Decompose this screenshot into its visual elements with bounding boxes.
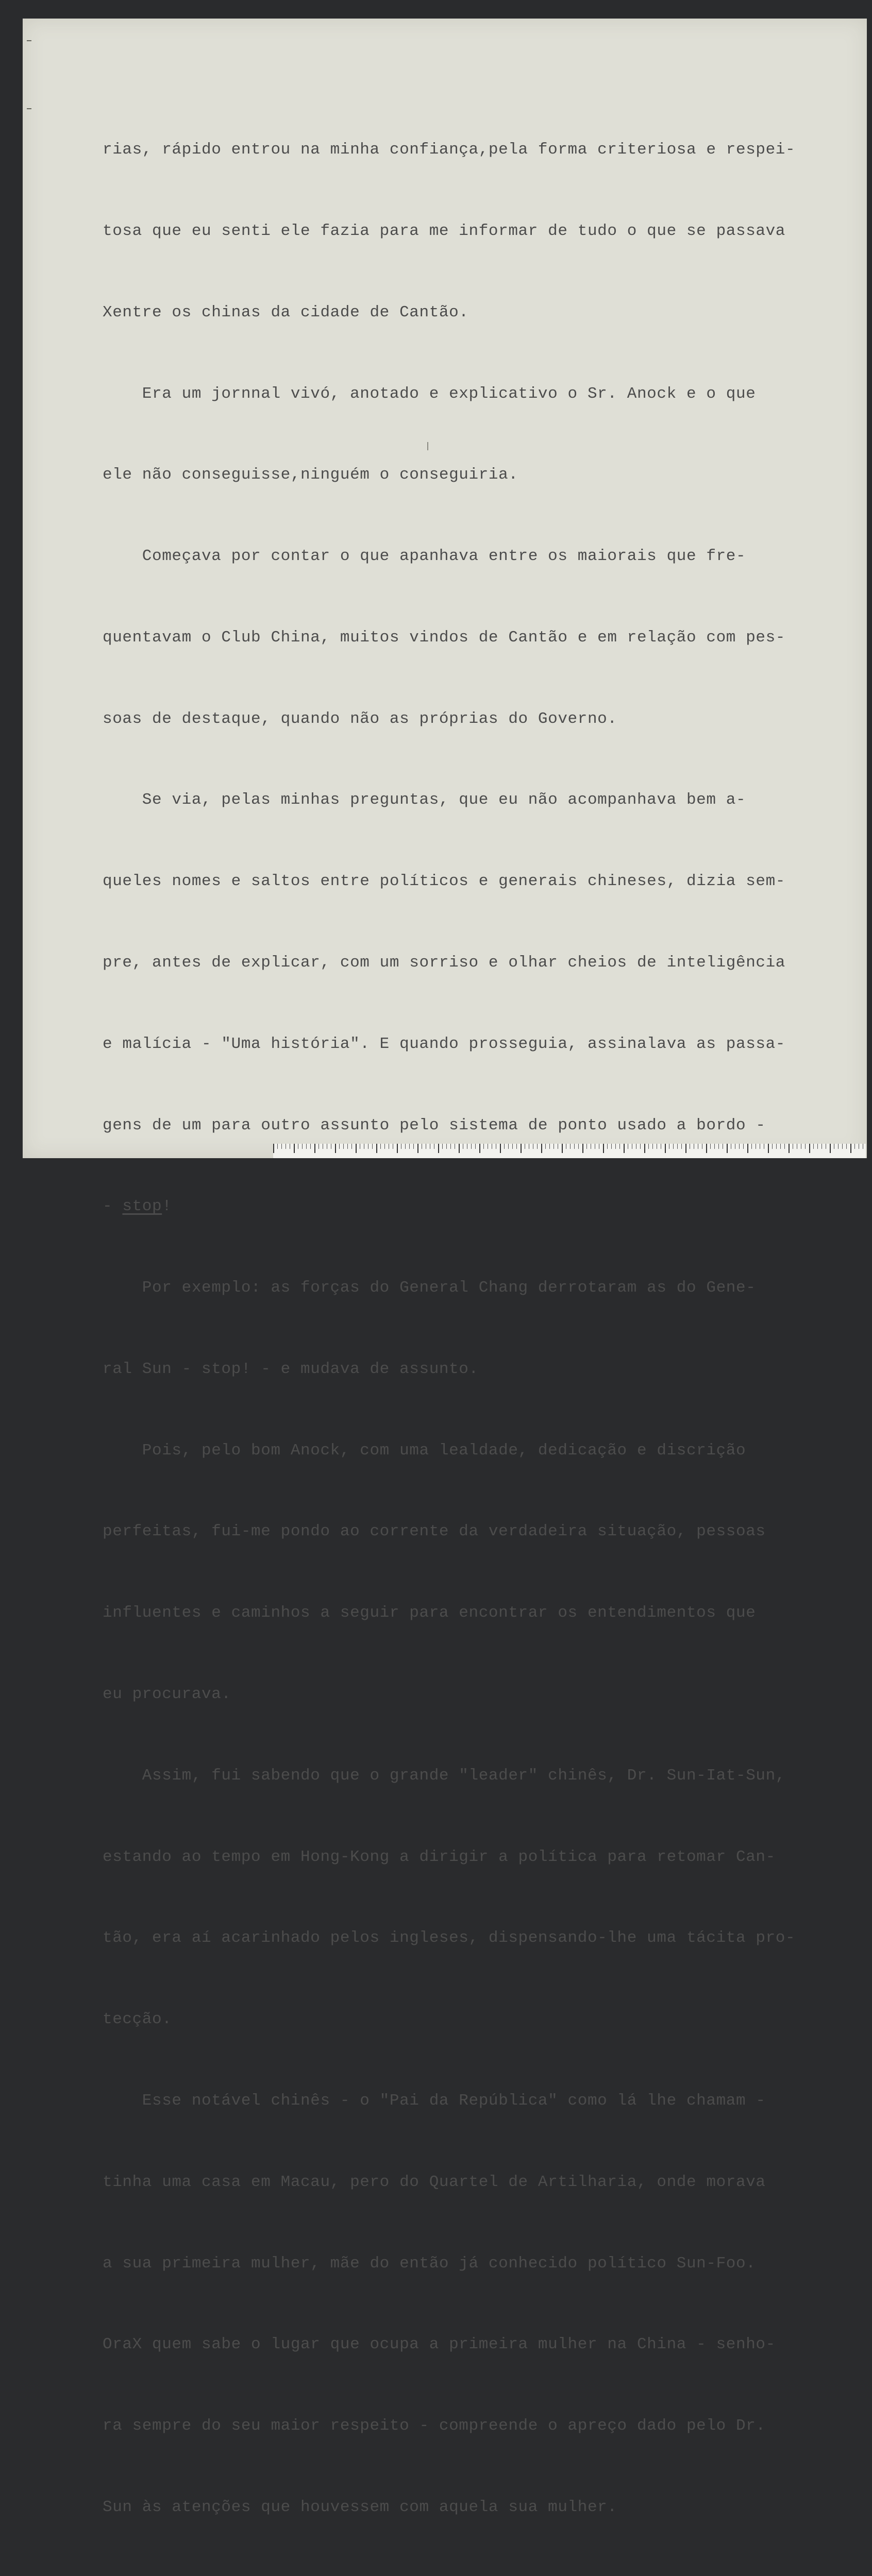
document-page xyxy=(23,19,867,2516)
text-line: a sua primeira mulher, mãe do então já conhecido político Sun-Foo. xyxy=(103,2254,756,2273)
text-line: rias, rápido entrou na minha confiança,pela forma criteriosa e respei- xyxy=(103,141,796,159)
typed-text-body xyxy=(103,82,837,2576)
text-line: tecção. xyxy=(103,2010,172,2029)
text-line: Se via, pelas minhas preguntas, que eu não acompanhava bem a- xyxy=(103,791,746,809)
text-line: quentavam o Club China, muitos vindos de Cantão e em relação com pes- xyxy=(103,628,786,647)
margin-mark xyxy=(27,40,31,41)
text-line: Era um jornnal vivó, anotado e explicativo o Sr. Anock e o que xyxy=(103,384,756,403)
text-line: pre, antes de explicar, com um sorriso e olhar cheios de inteligência xyxy=(103,954,786,972)
text-line: eu procurava. xyxy=(103,1685,231,1704)
text-line: tinha uma casa em Macau, pero do Quartel de Artilharia, onde morava xyxy=(103,2173,766,2191)
text-line: Esse notável chinês - o "Pai da República" como lá lhe chamam - xyxy=(103,2091,766,2110)
text-line: ral Sun - stop! - e mudava de assunto. xyxy=(103,1360,479,1378)
text-line: e malícia - "Uma história". E quando prosseguia, assinalava as passa- xyxy=(103,1035,786,1053)
stop-suffix: ! xyxy=(162,1197,172,1216)
text-line: perfeitas, fui-me pondo ao corrente da verdadeira situação, pessoas xyxy=(103,1522,766,1541)
stop-underlined: stop xyxy=(122,1197,162,1216)
text-line: ele não conseguisse,ninguém o conseguiria. xyxy=(103,466,518,484)
text-line: ra sempre do seu maior respeito - compreende o apreço dado pelo Dr. xyxy=(103,2417,766,2435)
text-line: soas de destaque, quando não as próprias do Governo. xyxy=(103,709,617,728)
text-line: OraX quem sabe o lugar que ocupa a primeira mulher na China - senho- xyxy=(103,2335,776,2354)
text-line: Sun às atenções que houvessem com aquela sua mulher. xyxy=(103,2498,617,2516)
text-line: tosa que eu senti ele fazia para me informar de tudo o que se passava xyxy=(103,222,786,240)
text-line: Assim, fui sabendo que o grande "leader" chinês, Dr. Sun-Iat-Sun, xyxy=(103,1766,786,1785)
text-line: Pois, pelo bom Anock, com uma lealdade, dedicação e discrição xyxy=(103,1441,746,1460)
text-line: queles nomes e saltos entre políticos e generais chineses, dizia sem- xyxy=(103,872,786,891)
text-line: tão, era aí acarinhado pelos ingleses, dispensando-lhe uma tácita pro- xyxy=(103,1929,796,1947)
stop-prefix: - xyxy=(103,1197,123,1216)
text-line: Xentre os chinas da cidade de Cantão. xyxy=(103,303,469,321)
text-line: Por exemplo: as forças do General Chang derrotaram as do Gene- xyxy=(103,1279,756,1297)
margin-mark xyxy=(27,108,31,109)
text-line: gens de um para outro assunto pelo sistema de ponto usado a bordo - xyxy=(103,1116,766,1134)
text-line: estando ao tempo em Hong-Kong a dirigir a política para retomar Can- xyxy=(103,1848,776,1866)
stop-line xyxy=(103,1193,837,1221)
scale-ruler xyxy=(273,1144,866,1158)
text-line: Começava por contar o que apanhava entre os maiorais que fre- xyxy=(103,547,746,566)
text-line: influentes e caminhos a seguir para encontrar os entendimentos que xyxy=(103,1604,756,1622)
stray-mark xyxy=(427,442,428,450)
